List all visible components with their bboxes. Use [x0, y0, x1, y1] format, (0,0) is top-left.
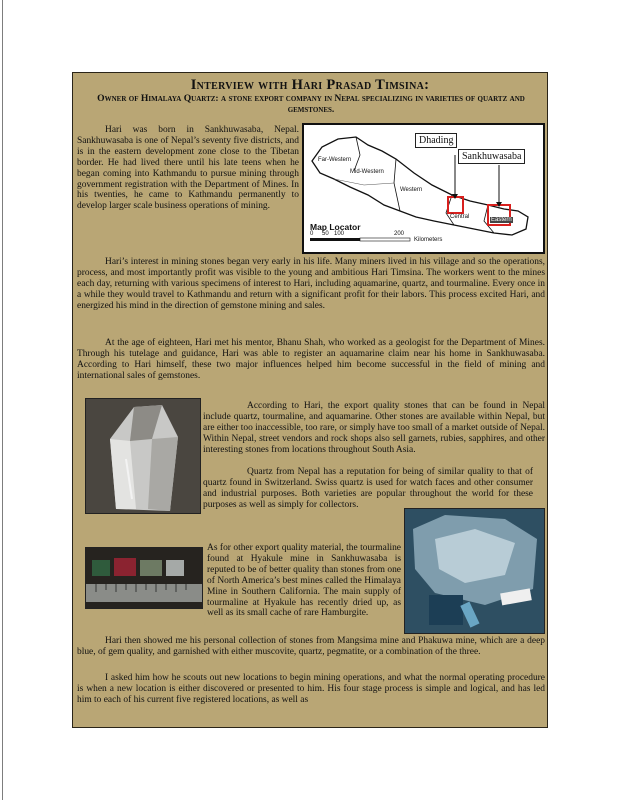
map-locator-label: Map Locator: [310, 222, 361, 232]
map-region-western: Western: [400, 187, 423, 193]
paragraph-7: Hari then showed me his personal collection of stones from Mangsima mine and Phakuwa mine, which are a deep blue, of gem quality, and garnished with either muscovite, quartz, pegmatite, or a combination of the three.: [77, 636, 545, 657]
map-region-central: Central: [450, 214, 470, 220]
paragraph-3: At the age of eighteen, Hari met his mentor, Bhanu Shah, who worked as a geologist for the Department of Mines. Through his tutelage and guidance, Hari was able to register an aquamarine claim near his home in Sankhuwasaba. According to Hari himself, these two major influences helped him become successful in the field of mining and international sales of gemstones.: [77, 338, 545, 381]
quartz-crystal-photo: [85, 398, 201, 514]
paragraph-4: According to Hari, the export quality stones that can be found in Nepal include quartz, tourmaline, and aquamarine. Other stones are available within Nepal, but are either too inaccessible, too rare, or simply have too small of a market outside of Nepal. Within Nepal, street vendors and rock shops also sell garnets, rubies, sapphires, and other interesting stones from locations throughout South Asia.: [203, 401, 545, 455]
paragraph-1: Hari was born in Sankhuwasaba, Nepal. Sankhuwasaba is one of Nepal’s seventy five districts, and is in the eastern development zone close to the Tibetan border. He had lived there until his late teens when he began coming into Kathmandu to pursue mining through government registration with the Department of Mines. In his twenties, he came to Kathmandu permanently to develop larger scale business operations of mining.: [77, 125, 299, 212]
paragraph-6: As for other export quality material, the tourmaline found at Hyakule mine in Sankhuwasaba is reputed to be of better quality than stones from one of North America’s best mines called the Himalaya Mine in Southern California. The main supply of tourmaline at Hyakule has recently dried up, as well as its small cache of rare Hamburgite.: [207, 543, 401, 619]
map-callout-dhading: Dhading: [415, 133, 457, 148]
map-callout-sankhuwasaba: Sankhuwasaba: [458, 149, 525, 164]
map-region-mid-western: Mid-Western: [350, 169, 384, 175]
paragraph-5: Quartz from Nepal has a reputation for being of similar quality to that of quartz found in Switzerland. Swiss quartz is used for watch faces and other consumer and industrial purposes. Both varieties are popular throughout the world for these purposes as well as simply for collectors.: [203, 467, 533, 510]
map-scale-unit: Kilometers: [414, 237, 443, 243]
map-scale-0: 0: [310, 231, 314, 237]
article-panel: [72, 72, 548, 728]
map-scale-200: 200: [394, 231, 405, 237]
map-region-far-western: Far-Western: [318, 157, 352, 163]
nepal-map: [302, 123, 545, 254]
paragraph-8: I asked him how he scouts out new locations to begin mining operations, and what the normal operating procedure is when a new location is either discovered or presented to him. His four stage process is simple and logical, and has led him to each of his current five registered locations, as well as: [77, 673, 545, 705]
article-subtitle: Owner of Himalaya Quartz: a stone export company in Nepal specializing in varieties of quartz and gemstones.: [97, 93, 525, 115]
map-region-eastern: Eastern: [491, 217, 512, 223]
page-edge-line: [2, 0, 3, 800]
aquamarine-photo: [404, 508, 545, 634]
article-title: Interview with Hari Prasad Timsina:: [190, 77, 430, 93]
map-scale-50: 50: [322, 231, 329, 237]
map-scale-100: 100: [334, 231, 345, 237]
paragraph-2: Hari’s interest in mining stones began very early in his life. Many miners lived in his village and so the operations, process, and most importantly profit was visible to the young and ambitious Hari Timsina. The workers went to the mines each day, returning with various specimens of interest to Hari, including aquamarine, quartz, and tourmaline. Every once in a while they would travel to Kathmandu and return with a significant profit for their labors. This process excited Hari, and energized his mind in the direction of gemstone mining and sales.: [77, 257, 545, 311]
